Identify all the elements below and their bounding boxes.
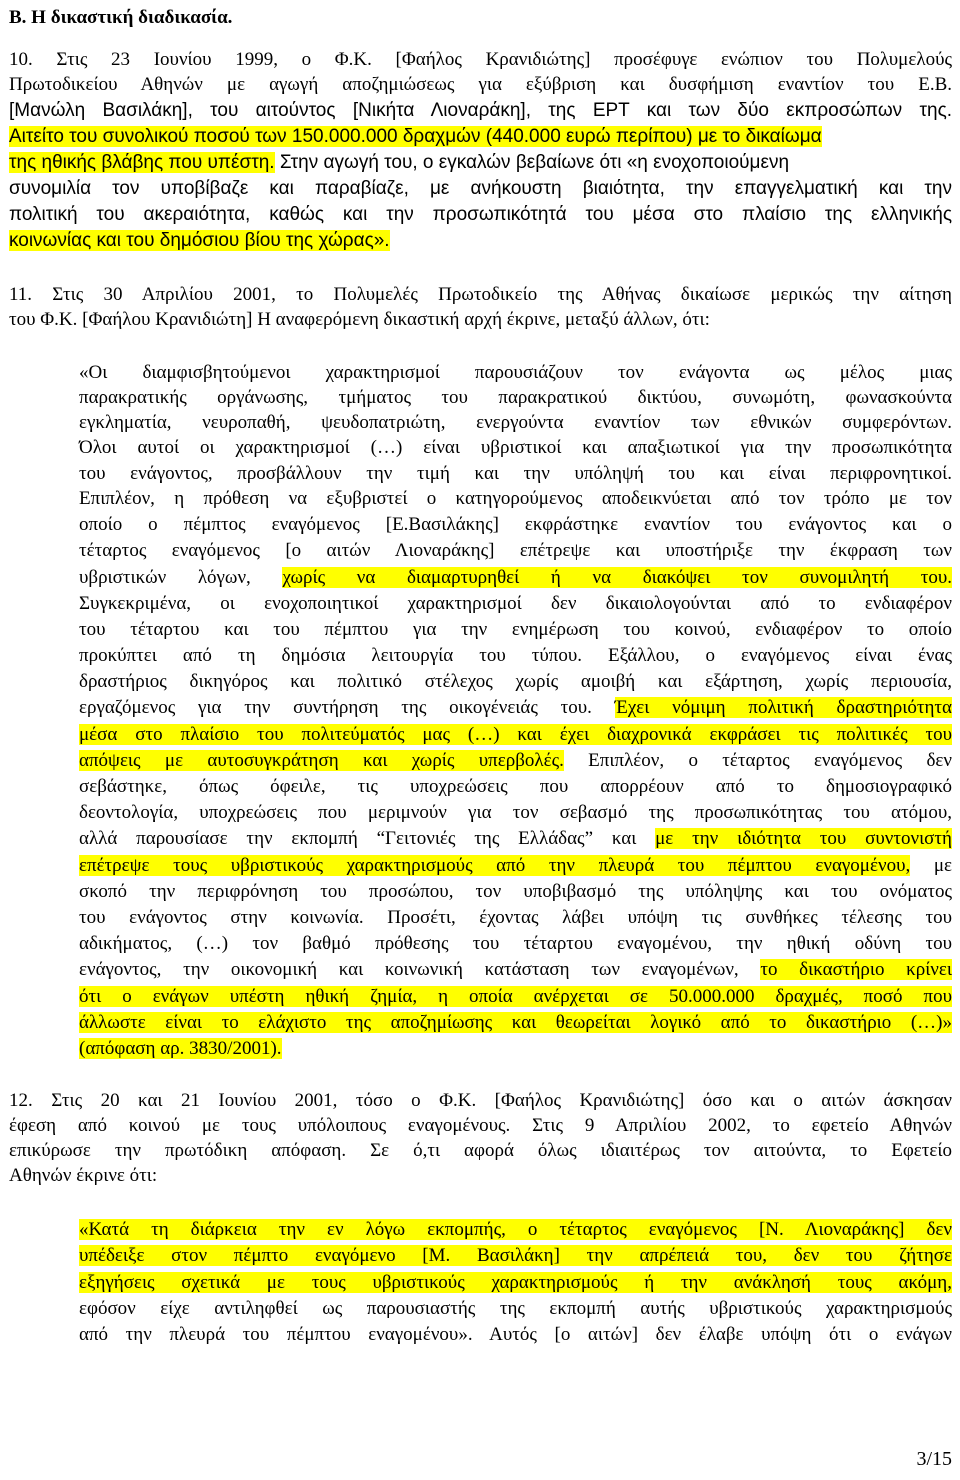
p10-line-5-highlight: της ηθικής βλάβης που υπέστη. xyxy=(9,152,275,173)
q1-line-23: αδικήματος, (…) τον βαθμό πρόθεσης του τέταρτου εναγομένου, την ηθική οδύνη του xyxy=(79,933,952,954)
q1-line-10: Συγκεκριμένα, οι ενοχοποιητικοί χαρακτηρισμοί δεν δικαιολογούνται από το ενδιαφέρον xyxy=(79,593,952,614)
q1-line-24-start: ενάγοντος, την οικονομική και κοινωνική κατάσταση των εναγομένων, xyxy=(79,959,761,980)
q1-line-14-start: εργαζόμενος για την συντήρηση της οικογένειάς του. xyxy=(79,697,615,718)
p11-line-2: του Φ.Κ. [Φαήλου Κρανιδιώτη] Η αναφερόμενη δικαστική αρχή έκρινε, μεταξύ άλλων, ότι: xyxy=(9,309,710,330)
p10-line-3: [Μανώλη Βασιλάκη], του αιτούντος [Νικήτα Λιοναράκη], της ΕΡΤ και των δύο εκπροσώπων της. xyxy=(9,100,952,121)
q2-line-1: «Κατά τη διάρκεια την εν λόγω εκπομπής, ο τέταρτος εναγόμενος [Ν. Λιοναράκης] δεν xyxy=(79,1219,952,1240)
q1-line-3: εγκληματία, νευροπαθή, ψευδοπατριώτη, ενεργούντα εναντίον των εθνικών συμφερόντων. xyxy=(79,412,952,433)
q1-line-25: ότι ο ενάγων υπέστη ηθική ζημία, η οποία ανέρχεται σε 50.000.000 δραχμές, ποσό που xyxy=(79,986,952,1007)
q1-line-6: Επιπλέον, η πρόθεση να εξυβριστεί ο κατηγορούμενος αποδεικνύεται από τον τρόπο με τον xyxy=(79,488,952,509)
q1-line-17: σεβάστηκε, όπως όφειλε, τις υποχρεώσεις που απορρέουν από το δημοσιογραφικό xyxy=(79,776,952,797)
p11-line-1: 11. Στις 30 Απριλίου 2001, το Πολυμελές Πρωτοδικείο της Αθήνας δικαίωσε μερικώς την αίτηση xyxy=(9,284,952,305)
p10-line-6: συνομιλία τον υποβίβαζε και παραβίαζε, με ανήκουστη βιαιότητα, την επαγγελματική και την xyxy=(9,178,952,199)
q1-line-7: οποίο ο πέμπτος εναγόμενος [Ε.Βασιλάκης] εκφράστηκε εναντίον του ενάγοντος και ο xyxy=(79,514,952,535)
section-heading: Β. Η δικαστική διαδικασία. xyxy=(9,7,233,28)
page-number: 3/15 xyxy=(916,1448,952,1470)
q1-line-21: σκοπό την περιφρόνηση του προσώπου, τον υποβιβασμό της υπόληψης και του ονόματος xyxy=(79,881,952,902)
p12-line-2: έφεση από κοινού με τους υπόλοιπους εναγομένους. Στις 9 Απριλίου 2002, το εφετείο Αθηνών xyxy=(9,1115,952,1136)
q1-line-19-highlight: με την ιδιότητα του συντονιστή xyxy=(655,828,952,849)
p10-line-8: κοινωνίας και του δημόσιου βίου της χώρας». xyxy=(9,230,390,251)
q1-line-9-start: υβριστικών λόγων, xyxy=(79,567,283,588)
q1-line-16-rest: Επιπλέον, ο τέταρτος εναγόμενος δεν xyxy=(563,750,952,771)
p10-line-4: Αιτείτο του συνολικού ποσού των 150.000.000 δραχμών (440.000 ευρώ περίπου) με το δικαίωμα xyxy=(9,126,822,147)
q1-line-16-highlight: απόψεις με αυτοσυγκράτηση και χωρίς υπερβολές. xyxy=(79,750,564,771)
p10-line-2: Πρωτοδικείου Αθηνών με αγωγή αποζημιώσεως για εξύβριση και δυσφήμιση εναντίον του Ε.Β. xyxy=(9,74,952,95)
q1-line-4: Όλοι αυτοί οι χαρακτηρισμοί (…) είναι υβριστικοί και απαξιωτικοί για την προσωπικότητα xyxy=(79,437,952,458)
p10-line-1: 10. Στις 23 Ιουνίου 1999, ο Φ.Κ. [Φαήλος Κρανιδιώτης] προσέφυγε ενώπιον του Πολυμελούς xyxy=(9,49,952,70)
q2-line-5: από την πλευρά του πέμπτου εναγομένου». Αυτός [ο αιτών] δεν έλαβε υπόψη ότι ο ενάγων xyxy=(79,1324,952,1345)
q1-line-1: «Οι διαμφισβητούμενοι χαρακτηρισμοί παρουσιάζουν τον ενάγοντα ως μέλος μιας xyxy=(79,362,952,383)
q1-line-12: προκύπτει από τη δημόσια λειτουργία του τύπου. Εξάλλου, ο εναγόμενος είναι ένας xyxy=(79,645,952,666)
q1-line-8: τέταρτος εναγόμενος [ο αιτών Λιοναράκης] επέτρεψε και υποστήριξε την έκφραση των xyxy=(79,540,952,561)
p12-line-1: 12. Στις 20 και 21 Ιουνίου 2001, τόσο ο Φ.Κ. [Φαήλος Κρανιδιώτης] όσο και ο αιτών άσκησαν xyxy=(9,1090,952,1111)
q1-line-27: (απόφαση αρ. 3830/2001). xyxy=(79,1038,282,1059)
q1-line-22: του ενάγοντος στην κοινωνία. Προσέτι, έχοντας λάβει υπόψη τις συνθήκες τέλεσης του xyxy=(79,907,952,928)
q1-line-9-highlight: χωρίς να διαμαρτυρηθεί ή να διακόψει τον συνομιλητή του. xyxy=(282,567,952,588)
q2-line-3: εξηγήσεις σχετικά με τους υβριστικούς χαρακτηρισμούς ή την ανάκλησή τους ακόμη, xyxy=(79,1272,952,1293)
q1-line-11: του τέταρτου και του πέμπτου για την ενημέρωση του κοινού, ενδιαφέρον το οποίο xyxy=(79,619,952,640)
q1-line-20-highlight: επέτρεψε τους υβριστικούς χαρακτηρισμούς από την πλευρά του πέμπτου εναγομένου, xyxy=(79,855,911,876)
p12-line-3: επικύρωσε την πρωτόδικη απόφαση. Σε ό,τι αφορά όλως ιδιαιτέρως τον αιτούντα, το Εφετείο xyxy=(9,1140,952,1161)
q2-line-2: υπέδειξε στον πέμπτο εναγόμενο [Μ. Βασιλάκη] την απρέπειά του, δεν του ζήτησε xyxy=(79,1245,952,1266)
p12-line-4: Αθηνών έκρινε ότι: xyxy=(9,1165,158,1186)
q2-line-4: εφόσον είχε αντιληφθεί ως παρουσιαστής της εκπομπή αυτής υβριστικούς χαρακτηρισμούς xyxy=(79,1298,952,1319)
q1-line-24-highlight: το δικαστήριο κρίνει xyxy=(760,959,952,980)
p10-line-5-rest: Στην αγωγή του, ο εγκαλών βεβαίωνε ότι «η ενοχοποιούμενη xyxy=(274,152,790,173)
q1-line-19-start: αλλά παρουσίασε την εκπομπή “Γειτονιές της Ελλάδας” και xyxy=(79,828,656,849)
q1-line-20-rest: με xyxy=(910,855,952,876)
q1-line-14-highlight: Έχει νόμιμη πολιτική δραστηριότητα xyxy=(614,697,952,718)
q1-line-13: δραστήριος δικηγόρος και πολιτικό στέλεχος χωρίς αμοιβή και εξάρτηση, χωρίς περιουσία, xyxy=(79,671,952,692)
q1-line-15: μέσα στο πλαίσιο του πολιτεύματός μας (…) και έχει διαχρονικά εκφράσει τις πολιτικές του xyxy=(79,724,952,745)
q1-line-2: παρακρατικής οργάνωσης, τμήματος του παρακρατικού δικτύου, συνωμότη, φωνασκούντα xyxy=(79,387,952,408)
q1-line-5: του ενάγοντος, προσβάλλουν την τιμή και την υπόληψή του και είναι περιφρονητικοί. xyxy=(79,463,952,484)
q1-line-18: δεοντολογία, υποχρεώσεις που μεριμνούν για τον σεβασμό της προσωπικότητας του ατόμου, xyxy=(79,802,952,823)
q1-line-26: άλλωστε είναι το ελάχιστο της αποζημίωσης και θεωρείται λογικό από το δικαστήριο (…)» xyxy=(79,1012,952,1033)
p10-line-7: πολιτική του ακεραιότητα, καθώς και την προσωπικότητά του μέσα στο πλαίσιο της ελληνικής xyxy=(9,204,952,225)
